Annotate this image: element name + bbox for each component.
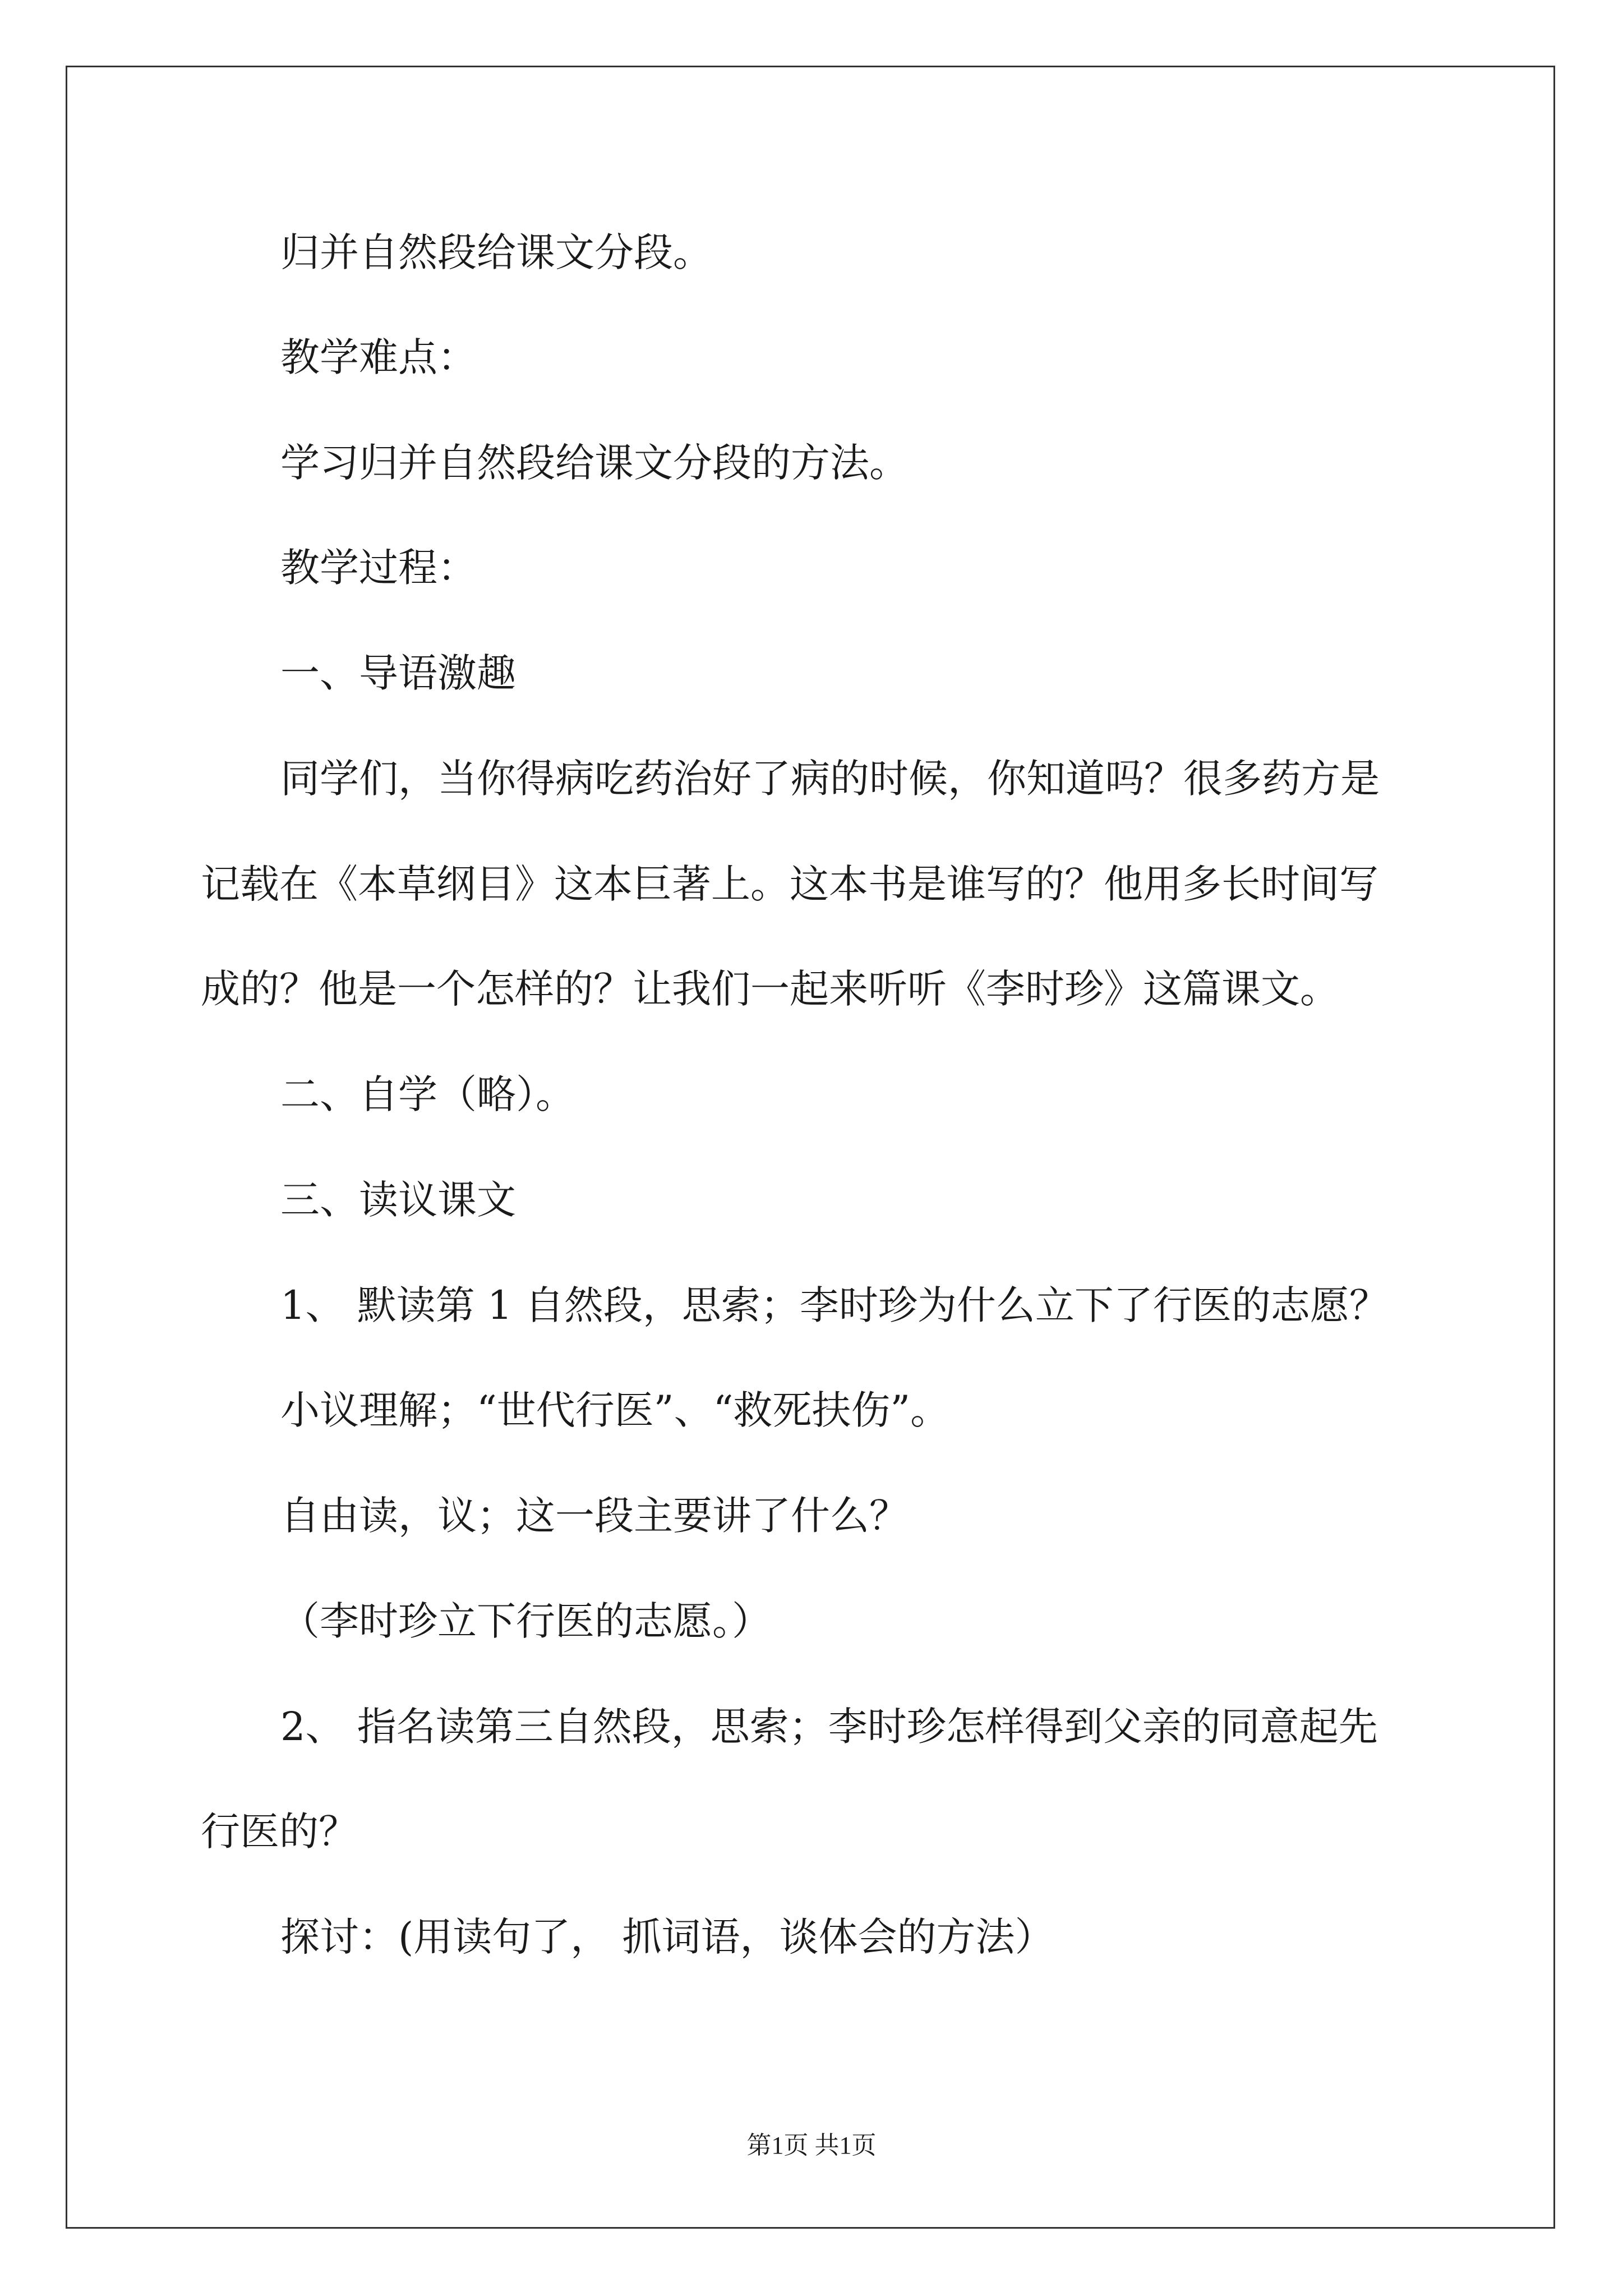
text-line: 三、读议课文 — [280, 1177, 516, 1223]
text-line: 归并自然段给课文分段。 — [280, 229, 712, 275]
text-line: 同学们，当你得病吃药治好了病的时候，你知道吗？很多药方是 — [280, 756, 1380, 802]
text-line: 成的？他是一个怎样的？让我们一起来听听《李时珍》这篇课文。 — [201, 966, 1339, 1012]
text-line: 教学过程： — [280, 545, 477, 591]
page-number-footer: 第1页 共1页 — [746, 2132, 877, 2159]
text-line: （李时珍立下行医的志愿。） — [280, 1598, 771, 1644]
text-line: 2、 指名读第三自然段，思索；李时珍怎样得到父亲的同意起先 — [280, 1704, 1378, 1750]
text-line: 探讨：(用读句了， 抓词语，谈体会的方法） — [280, 1914, 1054, 1960]
text-line: 小议理解；“世代行医”、“救死扶伤”。 — [280, 1387, 950, 1433]
text-line: 二、自学（略）。 — [280, 1071, 575, 1117]
text-line: 教学难点： — [280, 334, 477, 380]
text-line: 学习归并自然段给课文分段的方法。 — [280, 440, 909, 486]
text-line: 行医的？ — [201, 1809, 358, 1855]
text-line: 一、导语激趣 — [280, 650, 516, 696]
text-line: 自由读，议；这一段主要讲了什么？ — [280, 1493, 909, 1539]
text-line: 记载在《本草纲目》这本巨著上。这本书是谁写的？他用多长时间写 — [201, 861, 1378, 907]
text-line: 1、 默读第 1 自然段，思索；李时珍为什么立下了行医的志愿？ — [280, 1282, 1389, 1328]
page-border — [66, 66, 1555, 2229]
